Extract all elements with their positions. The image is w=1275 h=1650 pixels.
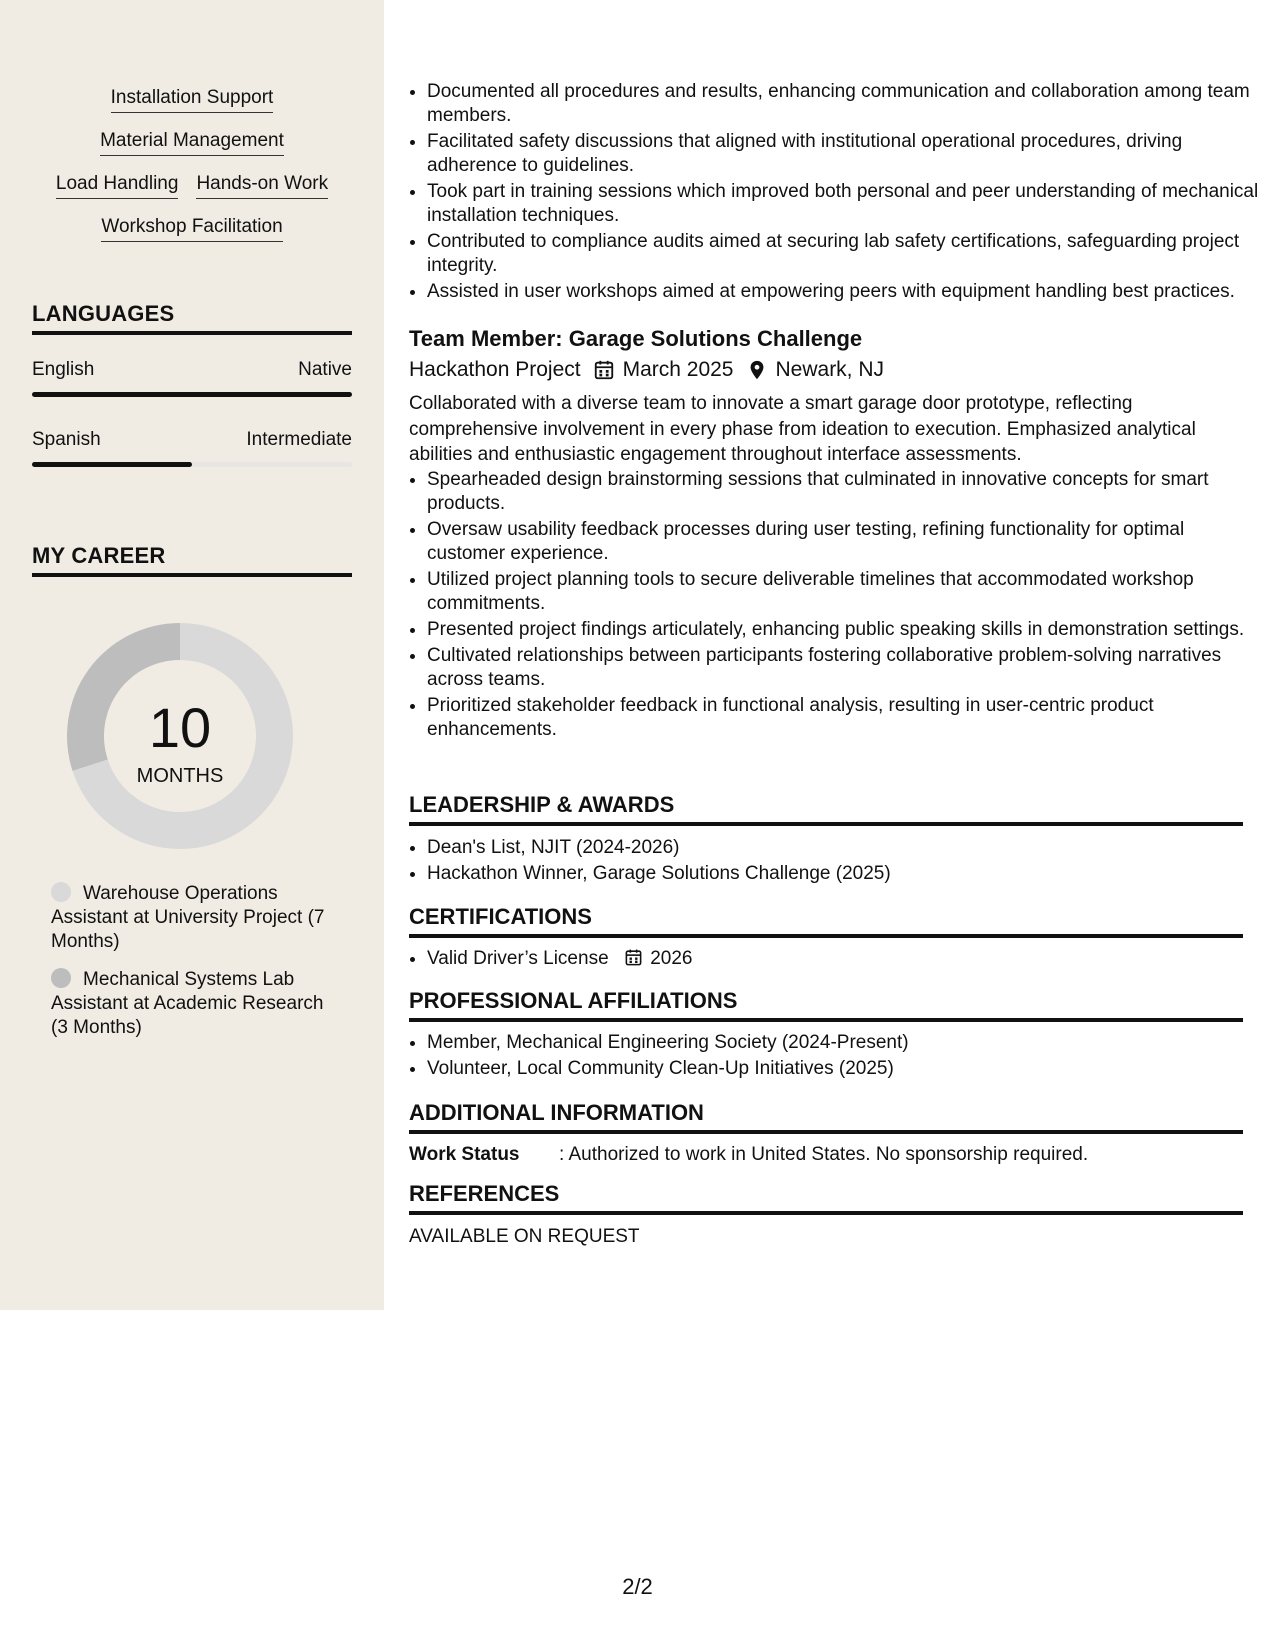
project-bullets	[409, 468, 1261, 744]
career-item	[51, 968, 341, 1040]
sidebar	[0, 0, 384, 1310]
language-proficiency-bar	[32, 462, 352, 467]
legend-dot	[51, 968, 71, 988]
list-item: • Spearheaded design brainstorming sessions that culminated in innovative concepts for smart products.	[427, 468, 1261, 516]
list-item: • Prioritized stakeholder feedback in functional analysis, resulting in user-centric product enhancements.	[427, 694, 1261, 742]
affiliations-heading: PROFESSIONAL AFFILIATIONS	[409, 988, 1243, 1022]
page-number: 2/2	[622, 1574, 653, 1599]
skill-row	[0, 86, 384, 113]
calendar-icon	[624, 948, 643, 967]
list-item: • Cultivated relationships between participants fostering collaborative problem-solving narratives across teams.	[427, 644, 1261, 692]
list-item: • Utilized project planning tools to secure deliverable timelines that accommodated workshop commitments.	[427, 568, 1261, 616]
project-summary: Collaborated with a diverse team to innovate a smart garage door prototype, reflecting comprehensive involvement in every phase from ideation to execution. Emphasized analytical abilities and enthusiastic engagement throughout interface assessments.	[409, 393, 1196, 465]
career-item-text: Mechanical Systems Lab Assistant at Academic Research (3 Months)	[51, 969, 324, 1038]
calendar-icon	[593, 359, 615, 381]
language-english	[32, 358, 352, 397]
leadership-list	[409, 836, 1261, 888]
language-proficiency-fill	[32, 462, 192, 467]
affiliations-list	[409, 1031, 1261, 1083]
certification-year: 2026	[650, 948, 693, 969]
career-item	[51, 882, 341, 954]
skill-tag: Hands-on Work	[196, 172, 328, 199]
language-proficiency-fill	[32, 392, 352, 397]
career-heading: MY CAREER	[32, 543, 352, 577]
project-title: Team Member: Garage Solutions Challenge	[409, 326, 863, 351]
work-status-value: : Authorized to work in United States. No sponsorship required.	[559, 1144, 1089, 1165]
references-text: AVAILABLE ON REQUEST	[409, 1226, 640, 1247]
list-item: • Volunteer, Local Community Clean-Up Initiatives (2025)	[427, 1057, 1261, 1081]
language-name: Spanish	[32, 429, 101, 450]
skill-tag: Workshop Facilitation	[101, 215, 282, 242]
references-heading: REFERENCES	[409, 1181, 1243, 1215]
language-proficiency-bar	[32, 392, 352, 397]
leadership-heading: LEADERSHIP & AWARDS	[409, 792, 1243, 826]
language-level: Intermediate	[246, 429, 352, 450]
list-item: • Oversaw usability feedback processes during user testing, refining functionality for optimal customer experience.	[427, 518, 1261, 566]
project-date: March 2025	[622, 358, 734, 381]
languages-heading: LANGUAGES	[32, 301, 352, 335]
language-spanish	[32, 428, 352, 467]
certifications-heading: CERTIFICATIONS	[409, 904, 1243, 938]
list-item: • Member, Mechanical Engineering Society (2024-Present)	[427, 1031, 1261, 1055]
location-pin-icon	[746, 359, 768, 381]
list-item: • Facilitated safety discussions that aligned with institutional operational procedures, driving adherence to guidelines.	[427, 130, 1261, 178]
project-org: Hackathon Project	[409, 358, 581, 381]
career-donut-chart	[66, 622, 294, 850]
list-item: • Took part in training sessions which improved both personal and peer understanding of mechanical installation techniques.	[427, 180, 1261, 228]
additional-info-heading: ADDITIONAL INFORMATION	[409, 1100, 1243, 1134]
language-name: English	[32, 359, 95, 380]
skill-tag: Installation Support	[111, 86, 274, 113]
career-total-number: 10	[148, 696, 212, 759]
project-location: Newark, NJ	[775, 358, 885, 381]
work-status-label: Work Status	[409, 1144, 520, 1165]
career-total-unit: MONTHS	[136, 765, 224, 787]
certifications-list	[409, 947, 1261, 973]
work-status-row	[409, 1143, 1243, 1167]
list-item: • Documented all procedures and results, enhancing communication and collaboration among team members.	[427, 80, 1261, 128]
list-item: • Hackathon Winner, Garage Solutions Challenge (2025)	[427, 862, 1261, 886]
list-item: • Dean's List, NJIT (2024-2026)	[427, 836, 1261, 860]
list-item	[427, 947, 1261, 971]
career-legend	[51, 882, 341, 1054]
skill-row	[0, 172, 384, 199]
list-item: • Presented project findings articulately, enhancing public speaking skills in demonstration settings.	[427, 618, 1261, 642]
career-item-text: Warehouse Operations Assistant at University Project (7 Months)	[51, 883, 325, 952]
list-item: • Assisted in user workshops aimed at empowering peers with equipment handling best practices.	[427, 280, 1261, 304]
language-level: Native	[298, 359, 352, 380]
skill-row	[0, 129, 384, 156]
skill-tag: Material Management	[100, 129, 284, 156]
skill-row	[0, 215, 384, 242]
experience-bullets	[409, 80, 1261, 306]
project-meta	[409, 358, 1243, 382]
certification-name: Valid Driver’s License	[427, 948, 609, 969]
list-item: • Contributed to compliance audits aimed at securing lab safety certifications, safeguarding project integrity.	[427, 230, 1261, 278]
skills-list	[0, 86, 384, 258]
legend-dot	[51, 882, 71, 902]
skill-tag: Load Handling	[56, 172, 179, 199]
